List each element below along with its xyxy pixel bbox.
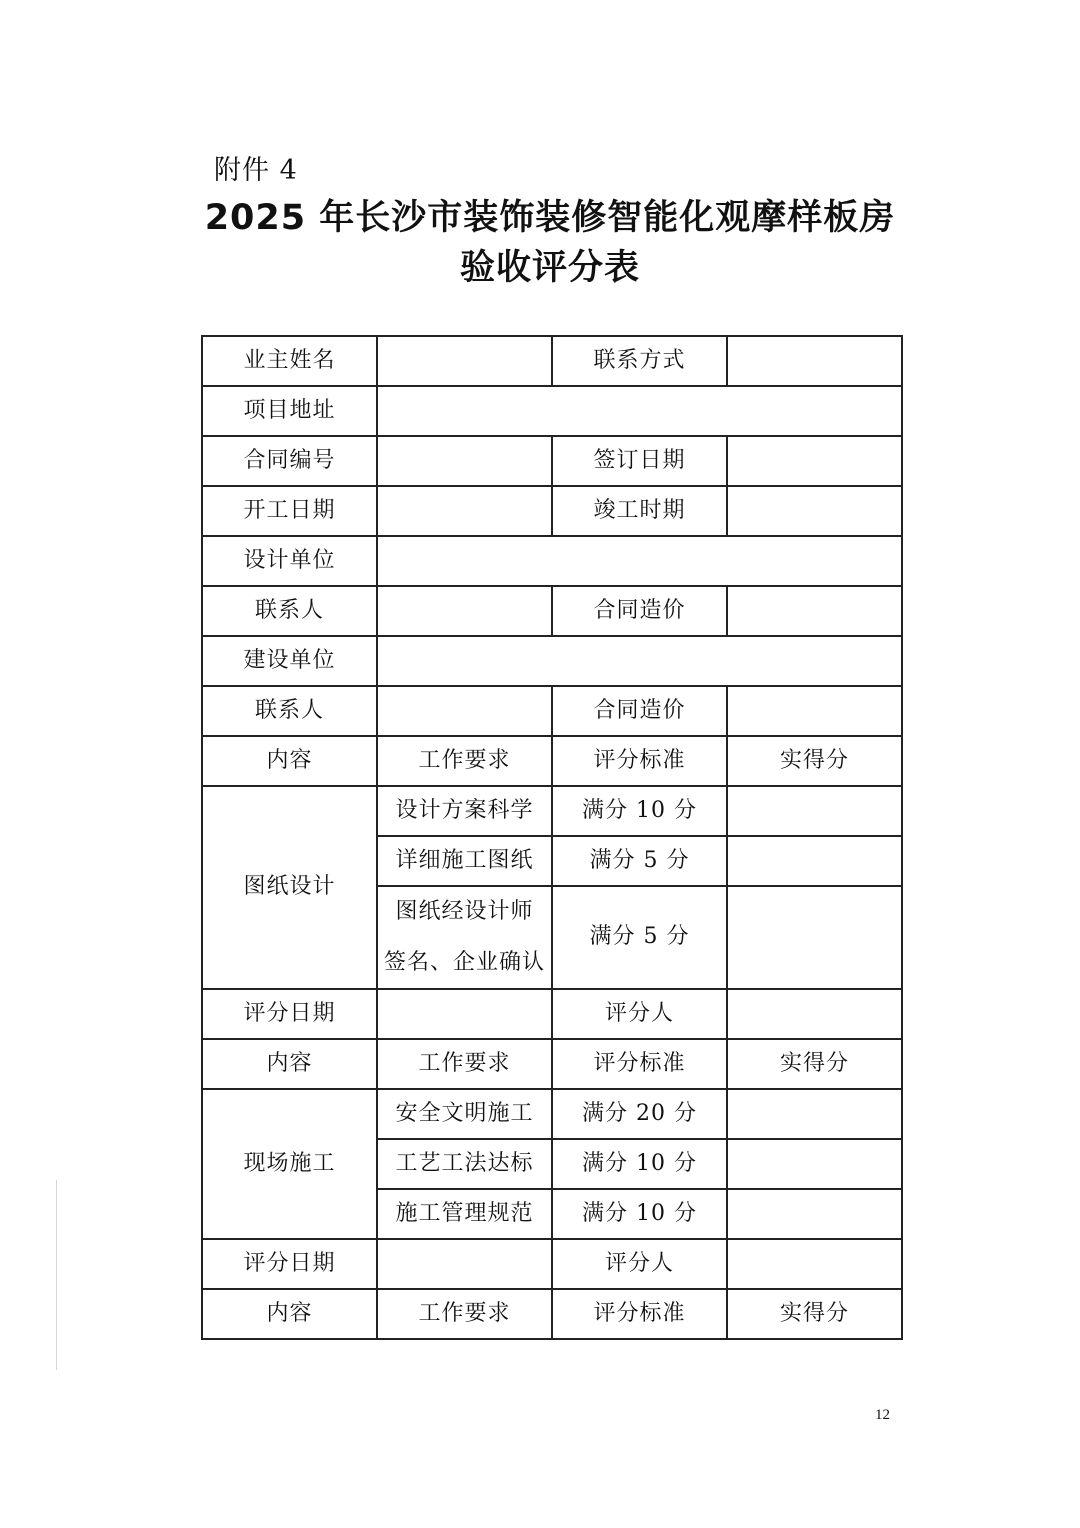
design-contract-price-label: 合同造价 — [552, 586, 727, 636]
content-header: 内容 — [202, 736, 377, 786]
table-row — [202, 586, 902, 636]
requirement-cell: 详细施工图纸 — [377, 836, 552, 886]
table-row — [202, 686, 902, 736]
table-row — [202, 536, 902, 586]
table-row — [202, 486, 902, 536]
score-field[interactable] — [727, 786, 902, 836]
standard-cell: 满分 5 分 — [552, 836, 727, 886]
project-address-field[interactable] — [377, 386, 902, 436]
design-contact-label: 联系人 — [202, 586, 377, 636]
standard-cell: 满分 10 分 — [552, 786, 727, 836]
construction-contact-label: 联系人 — [202, 686, 377, 736]
document-subtitle: 验收评分表 — [459, 248, 640, 288]
table-row — [202, 1089, 902, 1139]
standard-header: 评分标准 — [552, 1039, 727, 1089]
requirement-cell — [377, 886, 552, 989]
content-header: 内容 — [202, 1289, 377, 1339]
construction-contract-price-label: 合同造价 — [552, 686, 727, 736]
standard-cell: 满分 5 分 — [552, 886, 727, 989]
table-row — [202, 786, 902, 836]
requirement-cell: 设计方案科学 — [377, 786, 552, 836]
owner-name-label: 业主姓名 — [202, 336, 377, 386]
requirement-cell: 施工管理规范 — [377, 1189, 552, 1239]
score-header: 实得分 — [727, 736, 902, 786]
site-score-date-label: 评分日期 — [202, 1239, 377, 1289]
design-contact-field[interactable] — [377, 586, 552, 636]
standard-cell: 满分 20 分 — [552, 1089, 727, 1139]
requirement-line: 图纸经设计师 — [395, 899, 534, 924]
score-header: 实得分 — [727, 1039, 902, 1089]
table-row — [202, 336, 902, 386]
signing-date-label: 签订日期 — [552, 436, 727, 486]
requirement-cell: 安全文明施工 — [377, 1089, 552, 1139]
site-score-date-field[interactable] — [377, 1239, 552, 1289]
score-field[interactable] — [727, 1189, 902, 1239]
attachment-label: 附件 4 — [214, 155, 298, 186]
construction-unit-field[interactable] — [377, 636, 902, 686]
document-title: 2025 年长沙市装饰装修智能化观摩样板房 — [204, 198, 896, 238]
score-field[interactable] — [727, 1089, 902, 1139]
design-section-label: 图纸设计 — [202, 786, 377, 989]
contract-number-label: 合同编号 — [202, 436, 377, 486]
standard-header: 评分标准 — [552, 1289, 727, 1339]
acceptance-score-table — [201, 335, 903, 1340]
construction-unit-label: 建设单位 — [202, 636, 377, 686]
column-header-row — [202, 736, 902, 786]
score-header: 实得分 — [727, 1289, 902, 1339]
signing-date-field[interactable] — [727, 436, 902, 486]
column-header-row — [202, 1289, 902, 1339]
standard-cell: 满分 10 分 — [552, 1139, 727, 1189]
site-section-label: 现场施工 — [202, 1089, 377, 1239]
start-date-field[interactable] — [377, 486, 552, 536]
table-row — [202, 1239, 902, 1289]
table-row — [202, 386, 902, 436]
contact-method-field[interactable] — [727, 336, 902, 386]
design-scorer-field[interactable] — [727, 989, 902, 1039]
start-date-label: 开工日期 — [202, 486, 377, 536]
site-scorer-field[interactable] — [727, 1239, 902, 1289]
standard-header: 评分标准 — [552, 736, 727, 786]
page-number: 12 — [875, 1407, 890, 1423]
construction-contract-price-field[interactable] — [727, 686, 902, 736]
design-scorer-label: 评分人 — [552, 989, 727, 1039]
score-field[interactable] — [727, 1139, 902, 1189]
requirement-header: 工作要求 — [377, 1289, 552, 1339]
content-header: 内容 — [202, 1039, 377, 1089]
design-contract-price-field[interactable] — [727, 586, 902, 636]
scan-edge-line — [56, 1180, 57, 1370]
requirement-cell: 工艺工法达标 — [377, 1139, 552, 1189]
table-row — [202, 636, 902, 686]
requirement-line: 签名、企业确认 — [383, 949, 545, 975]
table-row — [202, 436, 902, 486]
score-field[interactable] — [727, 836, 902, 886]
score-field[interactable] — [727, 886, 902, 989]
table-row — [202, 989, 902, 1039]
design-unit-label: 设计单位 — [202, 536, 377, 586]
construction-contact-field[interactable] — [377, 686, 552, 736]
requirement-header: 工作要求 — [377, 736, 552, 786]
site-scorer-label: 评分人 — [552, 1239, 727, 1289]
contract-number-field[interactable] — [377, 436, 552, 486]
requirement-header: 工作要求 — [377, 1039, 552, 1089]
owner-name-field[interactable] — [377, 336, 552, 386]
standard-cell: 满分 10 分 — [552, 1189, 727, 1239]
column-header-row — [202, 1039, 902, 1089]
completion-date-field[interactable] — [727, 486, 902, 536]
contact-method-label: 联系方式 — [552, 336, 727, 386]
design-score-date-field[interactable] — [377, 989, 552, 1039]
design-score-date-label: 评分日期 — [202, 989, 377, 1039]
project-address-label: 项目地址 — [202, 386, 377, 436]
completion-date-label: 竣工时期 — [552, 486, 727, 536]
design-unit-field[interactable] — [377, 536, 902, 586]
